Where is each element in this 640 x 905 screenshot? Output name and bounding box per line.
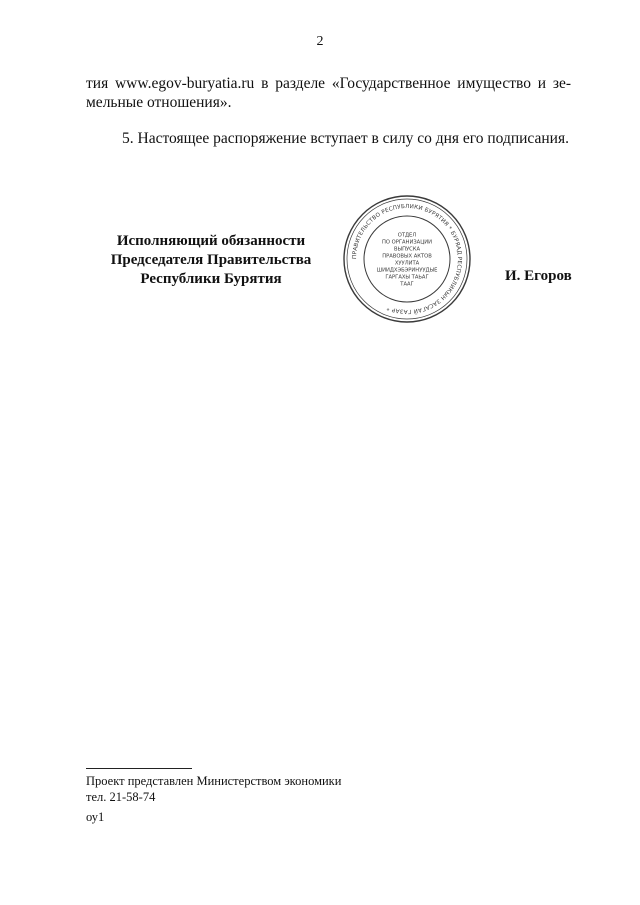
paragraph-line: мельные отношения».: [86, 94, 232, 111]
seal-ring-text: ПРАВИТЕЛЬСТВО РЕСПУБЛИКИ БУРЯТИЯ * БУРЯАД РЕСПУБЛИКЫН ЗАСАГАЙ ГАЗАР *: [351, 203, 463, 315]
footnote: [86, 773, 486, 805]
signatory-position-line: Исполняющий обязанности: [116, 233, 306, 249]
seal-inner-line: ШИИДХЭБЭРИНУУДЫЕ: [376, 267, 438, 274]
signatory-position-line: Республики Бурятия: [140, 271, 282, 287]
official-seal-stamp: [341, 193, 473, 325]
seal-inner-line: ГАРГАХЫ ТАЬАГ: [385, 274, 429, 281]
footnote-line: Проект представлен Министерством экономики: [86, 774, 342, 788]
seal-inner-line: ОТДЕЛ: [397, 232, 417, 239]
signatory-name: И. Егоров: [505, 268, 572, 284]
seal-inner-line: ТААГ: [400, 281, 414, 288]
paragraph-publication: [86, 74, 571, 112]
paragraph-effective-date: 5. Настоящее распоряжение вступает в силу со дня его подписания.: [122, 130, 569, 147]
seal-inner-line: ПРАВОВЫХ АКТОВ: [382, 253, 432, 260]
signatory-position: [100, 232, 322, 289]
paragraph-line: тия www.egov-buryatia.ru в разделе «Государственное имущество и зе-: [86, 75, 571, 92]
seal-inner-line: ПО ОРГАНИЗАЦИИ: [381, 239, 433, 246]
signatory-position-line: Председателя Правительства: [110, 252, 312, 268]
footnote-line: тел. 21-58-74: [86, 790, 156, 804]
seal-inner-line: ХУУЛИТА: [394, 260, 420, 267]
page-number: 2: [316, 34, 324, 49]
footnote-divider: [86, 768, 192, 769]
registry-code: оу1: [86, 810, 105, 824]
seal-inner-line: ВЫПУСКА: [393, 246, 421, 253]
